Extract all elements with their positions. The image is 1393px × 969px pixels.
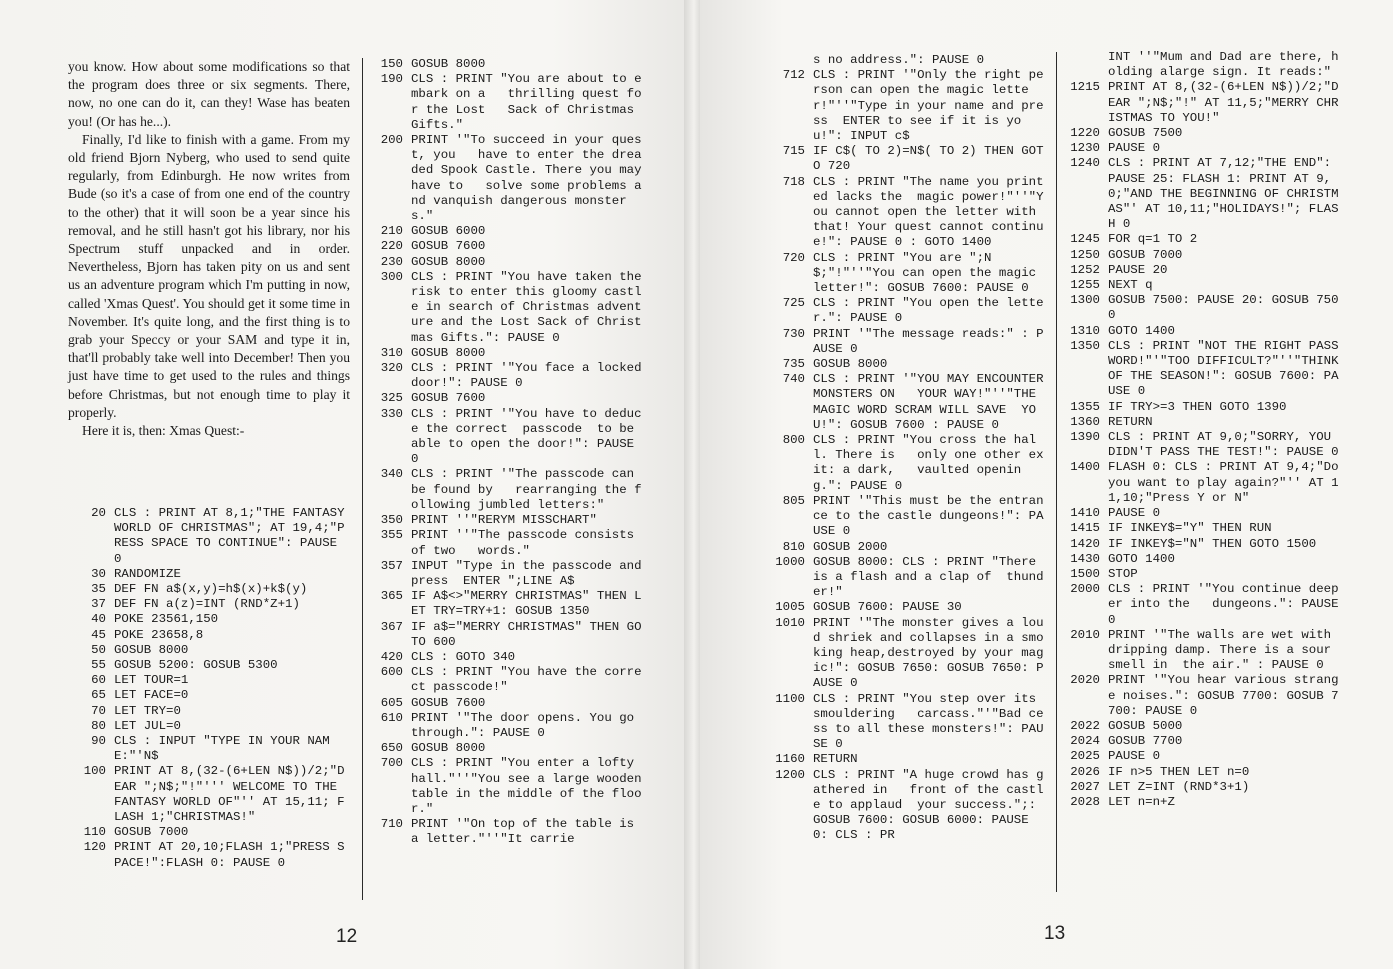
line-number: 1500: [1070, 566, 1100, 581]
code-line: [1060, 50, 1344, 80]
code-line: [1060, 400, 1344, 415]
line-number: 1215: [1070, 80, 1100, 95]
code-line: [371, 817, 647, 847]
line-number: 1410: [1070, 506, 1100, 521]
code-line: [1060, 339, 1344, 400]
line-number: 80: [91, 718, 106, 733]
basic-statement: LET n=n+Z: [1108, 794, 1175, 809]
page-number: 13: [1044, 923, 1066, 944]
basic-statement: GOSUB 7600: [411, 695, 486, 710]
code-line: [76, 643, 350, 658]
line-number: 70: [91, 703, 106, 718]
line-number: 2026: [1070, 764, 1100, 779]
code-line: [1060, 780, 1344, 795]
basic-statement: GOTO 1400: [1108, 551, 1175, 566]
code-line: [371, 513, 647, 528]
listing-column-a: [76, 506, 350, 871]
code-line: [767, 251, 1049, 297]
line-number: 55: [91, 658, 106, 673]
code-line: [371, 407, 647, 468]
line-number: 1350: [1070, 338, 1100, 353]
code-line: [767, 692, 1049, 753]
line-number: 605: [380, 695, 403, 710]
basic-statement: PAUSE 0: [1108, 141, 1161, 156]
line-number: 2010: [1070, 627, 1100, 642]
line-number: 90: [91, 734, 106, 749]
line-number: 1005: [775, 600, 805, 615]
line-number: 740: [782, 372, 805, 387]
code-line: [1060, 248, 1344, 263]
line-number: 2024: [1070, 734, 1100, 749]
line-number: 1430: [1070, 551, 1100, 566]
basic-statement: IF C$( TO 2)=N$( TO 2) THEN GOTO 720: [813, 144, 1044, 174]
code-line: [1060, 156, 1344, 232]
line-number: 355: [380, 528, 403, 543]
basic-statement: CLS : PRINT '"You continue deeper into the dungeons.": PAUSE 0: [1108, 582, 1346, 627]
basic-statement: NEXT q: [1108, 278, 1153, 293]
article-paragraph: you know. How about some modifications so that the program does three or six segments. There, now, no one can do it, can they! Wase has beaten you! (Or has he...).: [68, 59, 350, 129]
basic-statement: GOSUB 8000: [411, 741, 486, 756]
basic-statement: IF a$="MERRY CHRISTMAS" THEN GOTO 600: [411, 619, 642, 649]
line-number: 200: [380, 133, 403, 148]
line-number: 37: [91, 597, 106, 612]
line-number: 610: [380, 710, 403, 725]
code-line: [767, 768, 1049, 844]
basic-statement: PRINT AT 8,(32-(6+LEN N$))/2;"DEAR ";N$;"!" AT 11,5;"MERRY CHRISTMAS TO YOU!": [1108, 80, 1339, 125]
line-number: [1060, 50, 1100, 80]
basic-statement: PRINT AT 8,(32-(6+LEN N$))/2;"DEAR ";N$;"!"''' WELCOME TO THE FANTASY WORLD OF"'' AT 15,11; FLASH 1;"CHRISTMAS!": [114, 764, 345, 825]
code-line: [767, 433, 1049, 494]
line-number: 1360: [1070, 414, 1100, 429]
line-number: 810: [782, 539, 805, 554]
line-number: 60: [91, 673, 106, 688]
line-number: 1310: [1070, 323, 1100, 338]
code-line: [1060, 749, 1344, 764]
line-number: 718: [782, 174, 805, 189]
basic-statement: GOTO 1400: [1108, 323, 1175, 338]
line-number: 65: [91, 688, 106, 703]
line-number: 600: [380, 665, 403, 680]
line-number: 1300: [1070, 293, 1100, 308]
code-line: [1060, 232, 1344, 247]
code-line: [767, 555, 1049, 601]
code-line: [371, 711, 647, 741]
basic-statement: CLS : PRINT AT 9,0;"SORRY, YOU DIDN'T PASS THE TEST!": PAUSE 0: [1108, 430, 1339, 460]
basic-statement: STOP: [1108, 566, 1138, 581]
basic-statement: PAUSE 20: [1108, 262, 1168, 277]
code-line: [76, 567, 350, 582]
basic-statement: PRINT ''"The passcode consists of two words.": [411, 528, 642, 558]
line-number: 350: [380, 513, 403, 528]
code-line: [767, 327, 1049, 357]
line-number: 1000: [775, 554, 805, 569]
basic-statement: DEF FN a(z)=INT (RND*Z+1): [114, 597, 300, 612]
code-line: [767, 357, 1049, 372]
line-number: 2020: [1070, 673, 1100, 688]
line-number: 20: [91, 506, 106, 520]
code-line: [1060, 628, 1344, 674]
code-line: [1060, 278, 1344, 293]
code-line: [76, 734, 350, 764]
line-number: 1160: [775, 752, 805, 767]
line-number: 120: [83, 840, 106, 855]
code-line: [371, 391, 647, 406]
basic-statement: PRINT '"On top of the table is a letter."''"It carrie: [411, 817, 642, 847]
basic-statement: GOSUB 5000: [1108, 718, 1183, 733]
basic-statement: PRINT '"The door opens. You go through.": PAUSE 0: [411, 710, 642, 740]
line-number: 320: [380, 361, 403, 376]
basic-statement: IF TRY>=3 THEN GOTO 1390: [1108, 399, 1287, 414]
code-line: [1060, 552, 1344, 567]
basic-statement: GOSUB 2000: [813, 539, 888, 554]
basic-statement: CLS : PRINT "You have taken the risk to enter this gloomy castle in search of Christmas adventure and the Lost Sack of Christmas Gifts.": PAUSE 0: [411, 269, 649, 345]
code-line: [1060, 537, 1344, 552]
code-line: [1060, 765, 1344, 780]
code-line: [371, 756, 647, 817]
basic-statement: CLS : PRINT "NOT THE RIGHT PASSWORD!"'"TOO DIFFICULT?"''"THINK OF THE SEASON!": GOSUB 7600: PAUSE 0: [1108, 338, 1346, 399]
code-line: [1060, 430, 1344, 460]
code-line: [76, 688, 350, 703]
line-number: 2000: [1070, 582, 1100, 597]
basic-statement: PRINT ''"RERYM MISSCHART": [411, 513, 597, 528]
code-line: [1060, 795, 1344, 810]
basic-statement: LET TOUR=1: [114, 673, 189, 688]
line-number: 2028: [1070, 794, 1100, 809]
basic-statement: GOSUB 7500: [1108, 126, 1183, 141]
line-number: 735: [782, 357, 805, 372]
basic-statement: CLS : PRINT '"YOU MAY ENCOUNTER MONSTERS ON YOUR WAY!"''"THE MAGIC WORD SCRAM WILL SAVE YOU!": GOSUB 7600 : PAUSE 0: [813, 372, 1051, 432]
basic-statement: FOR q=1 TO 2: [1108, 232, 1198, 247]
code-line: [1060, 415, 1344, 430]
code-line: [371, 255, 647, 270]
basic-statement: PRINT '"The message reads:" : PAUSE 0: [813, 326, 1044, 356]
line-number: 1420: [1070, 536, 1100, 551]
code-line: [76, 719, 350, 734]
basic-statement: LET Z=INT (RND*3+1): [1108, 779, 1250, 794]
basic-statement: POKE 23561,150: [114, 612, 219, 627]
basic-statement: GOSUB 7000: [1108, 247, 1183, 262]
basic-statement: IF INKEY$="Y" THEN RUN: [1108, 521, 1272, 536]
code-line: [767, 494, 1049, 540]
listing-column-c: [767, 53, 1049, 844]
code-line: [371, 528, 647, 558]
basic-statement: GOSUB 5200: GOSUB 5300: [114, 658, 278, 673]
line-number: 45: [91, 627, 106, 642]
code-line: [1060, 80, 1344, 126]
code-line: [767, 540, 1049, 555]
column-divider: [362, 58, 363, 900]
basic-statement: RETURN: [1108, 414, 1153, 429]
code-line: [767, 752, 1049, 767]
code-line: [76, 506, 350, 567]
basic-statement: PRINT '"You hear various strange noises.": GOSUB 7700: GOSUB 7700: PAUSE 0: [1108, 673, 1339, 718]
basic-statement: LET FACE=0: [114, 688, 189, 703]
line-number: 210: [380, 224, 403, 239]
line-number: 1355: [1070, 399, 1100, 414]
line-number: 340: [380, 467, 403, 482]
basic-statement: GOSUB 7500: PAUSE 20: GOSUB 7500: [1108, 293, 1339, 323]
code-line: [767, 372, 1049, 433]
line-number: 220: [380, 239, 403, 254]
code-line: [1060, 293, 1344, 323]
line-number: 800: [782, 433, 805, 448]
code-line: [1060, 567, 1344, 582]
code-line: [1060, 521, 1344, 536]
line-number: 805: [782, 493, 805, 508]
basic-statement: RANDOMIZE: [114, 566, 181, 581]
article-paragraph: Here it is, then: Xmas Quest:-: [82, 423, 245, 439]
line-number: 1220: [1070, 126, 1100, 141]
line-number: 1400: [1070, 460, 1100, 475]
code-line: [371, 346, 647, 361]
code-line: [1060, 582, 1344, 628]
code-line: [371, 239, 647, 254]
line-number: 1200: [775, 767, 805, 782]
line-number: 1240: [1070, 156, 1100, 171]
code-line: [371, 665, 647, 695]
listing-column-d: [1060, 50, 1344, 810]
code-line: [371, 133, 647, 224]
line-number: 190: [380, 72, 403, 87]
line-number: 1390: [1070, 430, 1100, 445]
column-divider: [1056, 52, 1057, 892]
basic-statement: CLS : PRINT "You step over its smouldering carcass."'"Bad cess to all these monsters!": PAUSE 0: [813, 691, 1044, 752]
line-number: 1245: [1070, 232, 1100, 247]
basic-statement: PAUSE 0: [1108, 506, 1161, 521]
basic-statement: GOSUB 8000: [114, 642, 189, 657]
line-number: 725: [782, 296, 805, 311]
line-number: 310: [380, 345, 403, 360]
page-number: 12: [336, 926, 358, 947]
line-number: [767, 53, 805, 68]
listing-column-b: [371, 57, 647, 848]
line-number: 1252: [1070, 262, 1100, 277]
basic-statement: FLASH 0: CLS : PRINT AT 9,4;"Do you want to play again?"'' AT 11,10;"Press Y or N": [1108, 460, 1346, 505]
line-number: 110: [83, 825, 106, 840]
basic-statement: CLS : PRINT AT 7,12;"THE END": PAUSE 25: FLASH 1: PRINT AT 9,0;"AND THE BEGINNING OF CHRISTMAS"' AT 10,11;"HOLIDAYS!"; FLASH 0: [1108, 156, 1339, 232]
basic-statement: CLS : PRINT "You cross the hall. There is only one other exit: a dark, vaulted opening.": PAUSE 0: [813, 433, 1044, 493]
line-number: 710: [380, 817, 403, 832]
line-number: 357: [380, 558, 403, 573]
code-line: [371, 361, 647, 391]
line-number: 715: [782, 144, 805, 159]
basic-statement: GOSUB 8000: [411, 345, 486, 360]
basic-statement: RETURN: [813, 752, 858, 767]
basic-statement: GOSUB 7600: [411, 391, 486, 406]
code-line: [76, 704, 350, 719]
basic-statement: CLS : PRINT "A huge crowd has gathered in front of the castle to applaud your success.";: GOSUB 7600: GOSUB 6000: PAUSE 0: CLS : PR: [813, 767, 1044, 843]
code-line: [767, 600, 1049, 615]
code-line: [1060, 126, 1344, 141]
basic-statement: CLS : PRINT "The name you printed lacks the magic power!"''"You cannot open the letter with that! Your quest cannot continue!": PAUSE 0 : GOTO 1400: [813, 174, 1044, 250]
line-number: 1250: [1070, 247, 1100, 262]
code-line: [1060, 673, 1344, 719]
basic-statement: PAUSE 0: [1108, 749, 1161, 764]
basic-statement: INPUT "Type in the passcode and press ENTER ";LINE A$: [411, 558, 649, 588]
basic-statement: CLS : PRINT '"You have to deduce the correct passcode to be able to open the door!": PAUSE 0: [411, 406, 642, 467]
basic-statement: CLS : PRINT '"You face a locked door!": PAUSE 0: [411, 361, 649, 391]
basic-statement: GOSUB 7700: [1108, 734, 1183, 749]
code-line: [1060, 506, 1344, 521]
basic-statement: GOSUB 7600: PAUSE 30: [813, 600, 962, 615]
basic-statement: POKE 23658,8: [114, 627, 204, 642]
line-number: 35: [91, 582, 106, 597]
code-line: [1060, 460, 1344, 506]
code-line: [767, 616, 1049, 692]
basic-statement: GOSUB 8000: [813, 357, 888, 372]
basic-statement: CLS : PRINT "You are about to embark on a thrilling quest for the Lost Sack of Christmas Gifts.": [411, 72, 642, 132]
line-number: 420: [380, 649, 403, 664]
line-number: 1415: [1070, 521, 1100, 536]
line-number: 700: [380, 756, 403, 771]
line-number: 1100: [775, 691, 805, 706]
basic-statement: GOSUB 8000: [411, 254, 486, 269]
basic-statement: CLS : INPUT "TYPE IN YOUR NAME:"'N$: [114, 734, 330, 764]
code-line: [1060, 719, 1344, 734]
article-text: [68, 58, 350, 440]
line-number: 730: [782, 326, 805, 341]
line-number: 1230: [1070, 141, 1100, 156]
code-line: [767, 53, 1049, 68]
basic-statement: IF n>5 THEN LET n=0: [1108, 764, 1250, 779]
basic-statement: IF INKEY$="N" THEN GOTO 1500: [1108, 536, 1317, 551]
basic-statement: CLS : GOTO 340: [411, 649, 516, 664]
code-line: [371, 559, 647, 589]
line-number: 100: [83, 764, 106, 779]
basic-statement: GOSUB 6000: [411, 224, 486, 239]
basic-statement: LET TRY=0: [114, 703, 181, 718]
basic-statement: GOSUB 7000: [114, 825, 189, 840]
basic-statement: INT ''"Mum and Dad are there, holding alarge sign. It reads:": [1108, 50, 1339, 80]
code-line: [767, 68, 1049, 144]
code-line: [767, 144, 1049, 174]
basic-statement: CLS : PRINT "You open the letter.": PAUSE 0: [813, 296, 1044, 326]
code-line: [76, 764, 350, 825]
line-number: 2027: [1070, 779, 1100, 794]
line-number: 300: [380, 269, 403, 284]
code-line: [76, 825, 350, 840]
basic-statement: CLS : PRINT '"Only the right person can open the magic letter!"''"Type in your name and press ENTER to see if it is you!": INPUT c$: [813, 68, 1044, 144]
code-line: [767, 175, 1049, 251]
code-line: [371, 620, 647, 650]
basic-statement: PRINT '"This must be the entrance to the castle dungeons!": PAUSE 0: [813, 493, 1044, 539]
code-line: [767, 296, 1049, 326]
basic-statement: GOSUB 8000: CLS : PRINT "There is a flash and a clap of thunder!": [813, 554, 1044, 600]
code-line: [371, 72, 647, 133]
line-number: 150: [380, 57, 403, 71]
line-number: 325: [380, 391, 403, 406]
line-number: 365: [380, 589, 403, 604]
basic-statement: PRINT '"To succeed in your quest, you have to enter the dreaded Spook Castle. There you may have to solve some problems and vanquish dangerous monsters.": [411, 133, 649, 224]
code-line: [76, 840, 350, 870]
code-line: [76, 612, 350, 627]
code-line: [76, 658, 350, 673]
basic-statement: s no address.": PAUSE 0: [813, 53, 985, 67]
code-line: [76, 628, 350, 643]
basic-statement: CLS : PRINT "You enter a lofty hall."''"You see a large wooden table in the middle of the floor.": [411, 756, 649, 816]
line-number: 650: [380, 741, 403, 756]
code-line: [1060, 734, 1344, 749]
code-line: [76, 582, 350, 597]
line-number: 2022: [1070, 718, 1100, 733]
code-line: [1060, 263, 1344, 278]
code-line: [371, 696, 647, 711]
code-line: [371, 224, 647, 239]
code-line: [371, 589, 647, 619]
code-line: [371, 270, 647, 346]
code-line: [76, 597, 350, 612]
code-line: [371, 467, 647, 513]
code-line: [371, 57, 647, 72]
line-number: 30: [91, 566, 106, 581]
basic-statement: LET JUL=0: [114, 718, 181, 733]
basic-statement: PRINT AT 20,10;FLASH 1;"PRESS SPACE!":FLASH 0: PAUSE 0: [114, 840, 345, 870]
basic-statement: IF A$<>"MERRY CHRISTMAS" THEN LET TRY=TRY+1: GOSUB 1350: [411, 589, 642, 619]
basic-statement: CLS : PRINT AT 8,1;"THE FANTASY WORLD OF CHRISTMAS"; AT 19,4;"PRESS SPACE TO CONTINUE": PAUSE 0: [114, 506, 352, 566]
line-number: 2025: [1070, 749, 1100, 764]
line-number: 720: [782, 250, 805, 265]
code-line: [371, 650, 647, 665]
basic-statement: PRINT '"The walls are wet with dripping damp. There is a sour smell in the air." : PAUSE 0: [1108, 627, 1339, 673]
basic-statement: PRINT '"The monster gives a loud shriek and collapses in a smoking heap,destroyed by your magic!": GOSUB 7650: GOSUB 7650: PAUSE 0: [813, 615, 1044, 691]
line-number: 40: [91, 612, 106, 627]
line-number: 330: [380, 406, 403, 421]
line-number: 1255: [1070, 278, 1100, 293]
code-line: [1060, 141, 1344, 156]
basic-statement: GOSUB 7600: [411, 239, 486, 254]
basic-statement: CLS : PRINT "You have the correct passcode!": [411, 665, 642, 695]
line-number: 1010: [775, 615, 805, 630]
basic-statement: CLS : PRINT "You are ";N$;"!"''"You can open the magic letter!": GOSUB 7600: PAUSE 0: [813, 250, 1044, 296]
line-number: 367: [380, 619, 403, 634]
basic-statement: CLS : PRINT '"The passcode can be found by rearranging the following jumbled letters:": [411, 467, 642, 512]
line-number: 230: [380, 254, 403, 269]
basic-statement: GOSUB 8000: [411, 57, 486, 71]
code-line: [1060, 324, 1344, 339]
basic-statement: DEF FN a$(x,y)=h$(x)+k$(y): [114, 582, 308, 597]
code-line: [76, 673, 350, 688]
article-paragraph: Finally, I'd like to finish with a game. From my old friend Bjorn Nyberg, who used to send quite regularly, from Edinburgh. He now writes from Bude (so it's a case of from one end of the country to the other) that it will soon be a year since his removal, and he still hasn't got his library, nor his Spectrum stuff unpacked and in order. Nevertheless, Bjorn has taken pity on us and sent us an adventure program which I'm putting in now, called 'Xmas Quest'. You should get it some time in November. It's quite long, and the first thing is to grab your Speccy or your SAM and type it in, that'll probably take well into December! Then you just have time to get used to the rules and things before Christmas, but not enough time to play it properly.: [68, 131, 350, 420]
line-number: 712: [782, 68, 805, 83]
code-line: [371, 741, 647, 756]
line-number: 50: [91, 642, 106, 657]
